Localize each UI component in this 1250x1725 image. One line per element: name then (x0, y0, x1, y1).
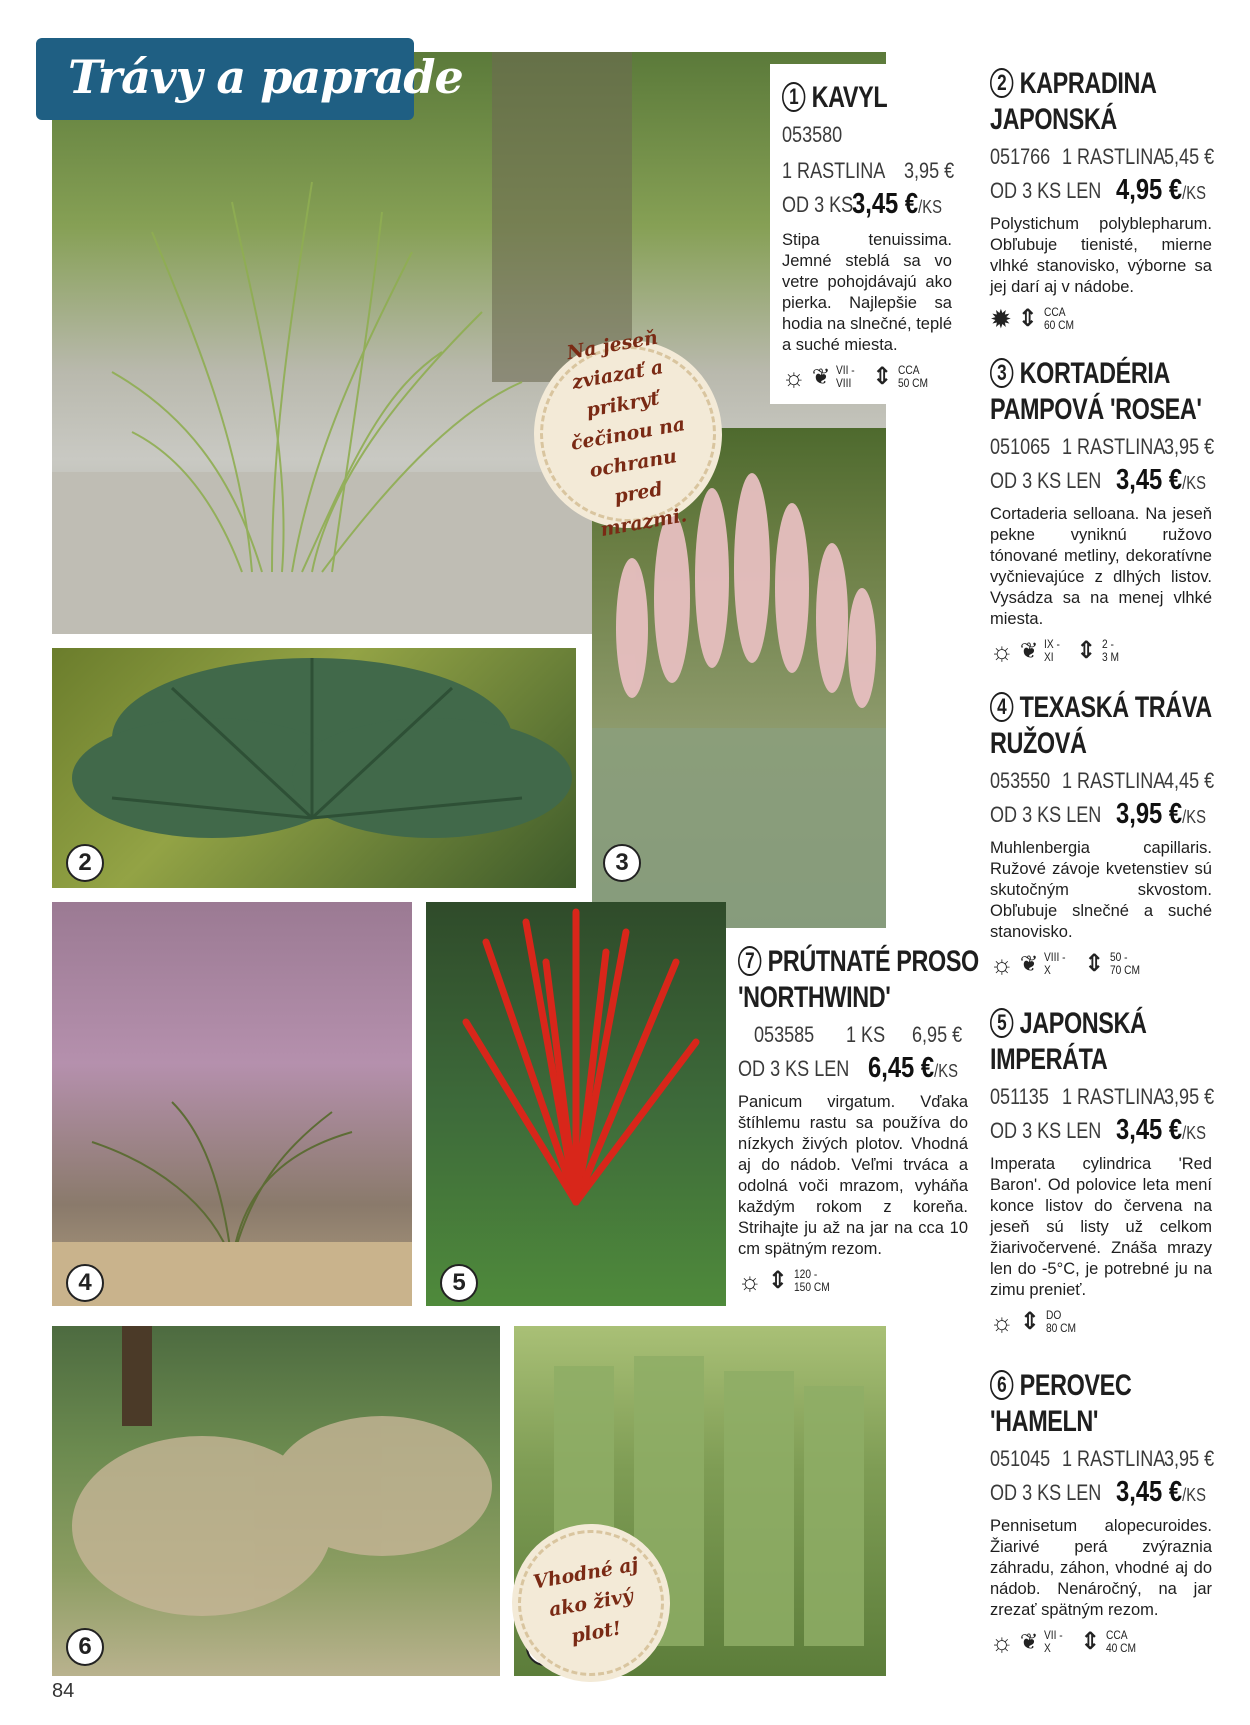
sun-icon: ☼ (738, 1266, 762, 1296)
product-number: 4 (990, 692, 1013, 722)
product-title (990, 356, 1202, 428)
product-title (738, 944, 979, 1016)
bloom-months: VII - VIII (836, 363, 855, 390)
product-title (990, 1368, 1163, 1440)
photo-japonska-imperata (426, 902, 726, 1306)
height-icon: ⇕ (1080, 1628, 1101, 1655)
product-icons (990, 302, 1212, 336)
product-texaska-trava (990, 690, 1215, 981)
product-title (782, 80, 915, 116)
product-description: Cortaderia selloana. Na jeseň pekne vyniknú ružovo tónované metliny, dekoratívne vyčnievajúce z dlhých listov. Vysádza sa na menej vlhké miesta. (990, 505, 1212, 628)
height-value: CCA 40 CM (1106, 1628, 1137, 1655)
price-row: 053585 1 KS 6,95 € (754, 1022, 963, 1047)
bloom-months: VII - X (1044, 1628, 1063, 1655)
height-value: CCA 60 CM (1043, 305, 1074, 332)
product-code: 053580 (782, 122, 843, 147)
product-number: 6 (990, 1370, 1013, 1400)
product-name: PRÚTNATÉ PROSO (767, 945, 979, 978)
product-kapradina (990, 66, 1215, 336)
product-name-2: 'NORTHWIND' (738, 981, 891, 1014)
product-title (990, 1006, 1163, 1078)
sun-icon: ☼ (990, 636, 1014, 666)
product-description: Stipa tenuissima. Jemné steblá sa vo vetre pohojdávajú ako pierka. Najlepšie sa hodia na slnečné, teplé a suché miesta. (782, 231, 952, 354)
product-name: JAPONSKÁ (1019, 1007, 1147, 1040)
product-icons (738, 1264, 968, 1298)
product-icons (990, 1625, 1212, 1659)
page-number: 84 (52, 1680, 75, 1702)
price-row: 051045 1 RASTLINA 3,95 € (990, 1446, 1215, 1471)
product-name: TEXASKÁ TRÁVA (1019, 691, 1212, 724)
product-kavyl (782, 80, 955, 394)
product-name: PEROVEC (1019, 1369, 1132, 1402)
sun-icon: ☼ (990, 949, 1014, 979)
photo-label-4: 4 (66, 1264, 104, 1302)
product-description: Imperata cylindrica 'Red Baron'. Od polovice leta mení konce listov do červena na jeseň sú listy už celkom žiarivočervené. Znáša mrazy len do -5°C, je potrebné ju na zimu prenieť. (990, 1155, 1212, 1299)
bulk-price-row: OD 3 KS LEN 3,95 €/KS (990, 798, 1206, 830)
photo-label-5: 5 (440, 1264, 478, 1302)
sun-icon: ☼ (990, 1627, 1014, 1657)
sun-icon: ☼ (990, 1307, 1014, 1337)
photo-perovec (52, 1326, 500, 1676)
photo-label-3: 3 (603, 844, 641, 882)
product-description: Muhlenbergia capillaris. Ružové závoje kvetenstiev sú skutočným skvostom. Obľubuje slnečné a suché stanovisko. (990, 839, 1212, 941)
product-description: Pennisetum alopecuroides. Žiarivé perá zvýraznia záhradu, záhon, vhodné aj do nádob. Nenáročný, na jar zrezať spätným rezom. (990, 1517, 1212, 1619)
photo-label-6: 6 (66, 1628, 104, 1666)
price-row: 1 RASTLINA 3,95 € (782, 158, 955, 183)
product-name-2: IMPERÁTA (990, 1043, 1108, 1076)
price-row: 051766 1 RASTLINA 5,45 € (990, 144, 1215, 169)
bulk-price-row: OD 3 KS LEN 6,45 €/KS (738, 1052, 958, 1084)
product-icons (782, 360, 952, 394)
price-row: 053550 1 RASTLINA 4,45 € (990, 768, 1215, 793)
product-icons (990, 947, 1212, 981)
sun-icon: ✹ (990, 304, 1012, 334)
product-title (990, 690, 1212, 762)
product-name: KAPRADINA (1019, 67, 1157, 100)
product-icons (990, 634, 1212, 668)
price-row: 051135 1 RASTLINA 3,95 € (990, 1084, 1215, 1109)
product-title (990, 66, 1163, 138)
leaf-icon: ❦ (1019, 951, 1039, 976)
page-title: Trávy a paprade (68, 50, 463, 104)
sun-icon: ☼ (782, 362, 806, 392)
height-value: 2 - 3 M (1102, 637, 1120, 664)
height-icon: ⇕ (1084, 950, 1105, 977)
product-name-2: PAMPOVÁ 'ROSEA' (990, 393, 1202, 426)
leaf-icon: ❦ (811, 364, 831, 389)
product-number: 3 (990, 358, 1013, 388)
product-prutnate-proso (738, 944, 979, 1298)
height-value: 50 - 70 CM (1110, 950, 1141, 977)
photo-label-2: 2 (66, 844, 104, 882)
bulk-price-row: OD 3 KS LEN 3,45 €/KS (990, 464, 1206, 496)
bloom-months: VIII - X (1044, 950, 1066, 977)
product-description: Polystichum polyblepharum. Obľubuje tienisté, mierne vlhké stanovisko, výborne sa jej darí aj v nádobe. (990, 215, 1212, 296)
bulk-price-row: OD 3 KS LEN 3,45 €/KS (990, 1476, 1206, 1508)
photo-kapradina (52, 648, 576, 888)
product-name-2: JAPONSKÁ (990, 103, 1117, 136)
product-name: KORTADÉRIA (1019, 357, 1171, 390)
bulk-price-row: OD 3 KS 3,45 €/KS (782, 188, 942, 220)
height-value: DO 80 CM (1045, 1308, 1076, 1335)
product-name-2: 'HAMELN' (990, 1405, 1099, 1438)
height-icon: ⇕ (1019, 1308, 1040, 1335)
leaf-icon: ❦ (1019, 638, 1039, 663)
product-icons (990, 1305, 1212, 1339)
product-name: KAVYL (811, 81, 888, 114)
height-value: CCA 50 CM (898, 363, 929, 390)
height-icon: ⇕ (872, 363, 893, 390)
height-value: 120 - 150 CM (793, 1267, 830, 1294)
height-icon: ⇕ (767, 1267, 788, 1294)
price-row: 051065 1 RASTLINA 3,95 € (990, 434, 1215, 459)
product-number: 1 (782, 82, 805, 112)
badge-autumn-text: Na jeseň zviazať a prikryť čečinou na ochranu pred mrazmi. (565, 326, 689, 542)
bulk-price-row: OD 3 KS LEN 4,95 €/KS (990, 174, 1206, 206)
bloom-months: IX - XI (1044, 637, 1061, 664)
product-name-2: RUŽOVÁ (990, 727, 1087, 760)
product-kortaderia (990, 356, 1215, 668)
photo-texaska-trava (52, 902, 412, 1306)
product-japonska-imperata (990, 1006, 1215, 1339)
leaf-icon: ❦ (1019, 1629, 1039, 1654)
product-number: 7 (738, 946, 761, 976)
product-number: 2 (990, 68, 1013, 98)
height-icon: ⇕ (1017, 305, 1038, 332)
product-number: 5 (990, 1008, 1013, 1038)
height-icon: ⇕ (1076, 637, 1097, 664)
product-description: Panicum virgatum. Vďaka štíhlemu rastu sa používa do nízkych živých plotov. Vhodná aj do nádob. Veľmi trváca a odolná voči mrazom, vyháňa každým rokom z koreňa. Strihajte ju až na jar na cca 10 cm spätným rezom. (738, 1093, 968, 1258)
product-perovec (990, 1368, 1215, 1659)
badge-hedge-text: Vhodné aj ako živý plot! (531, 1553, 641, 1648)
bulk-price-row: OD 3 KS LEN 3,45 €/KS (990, 1114, 1206, 1146)
